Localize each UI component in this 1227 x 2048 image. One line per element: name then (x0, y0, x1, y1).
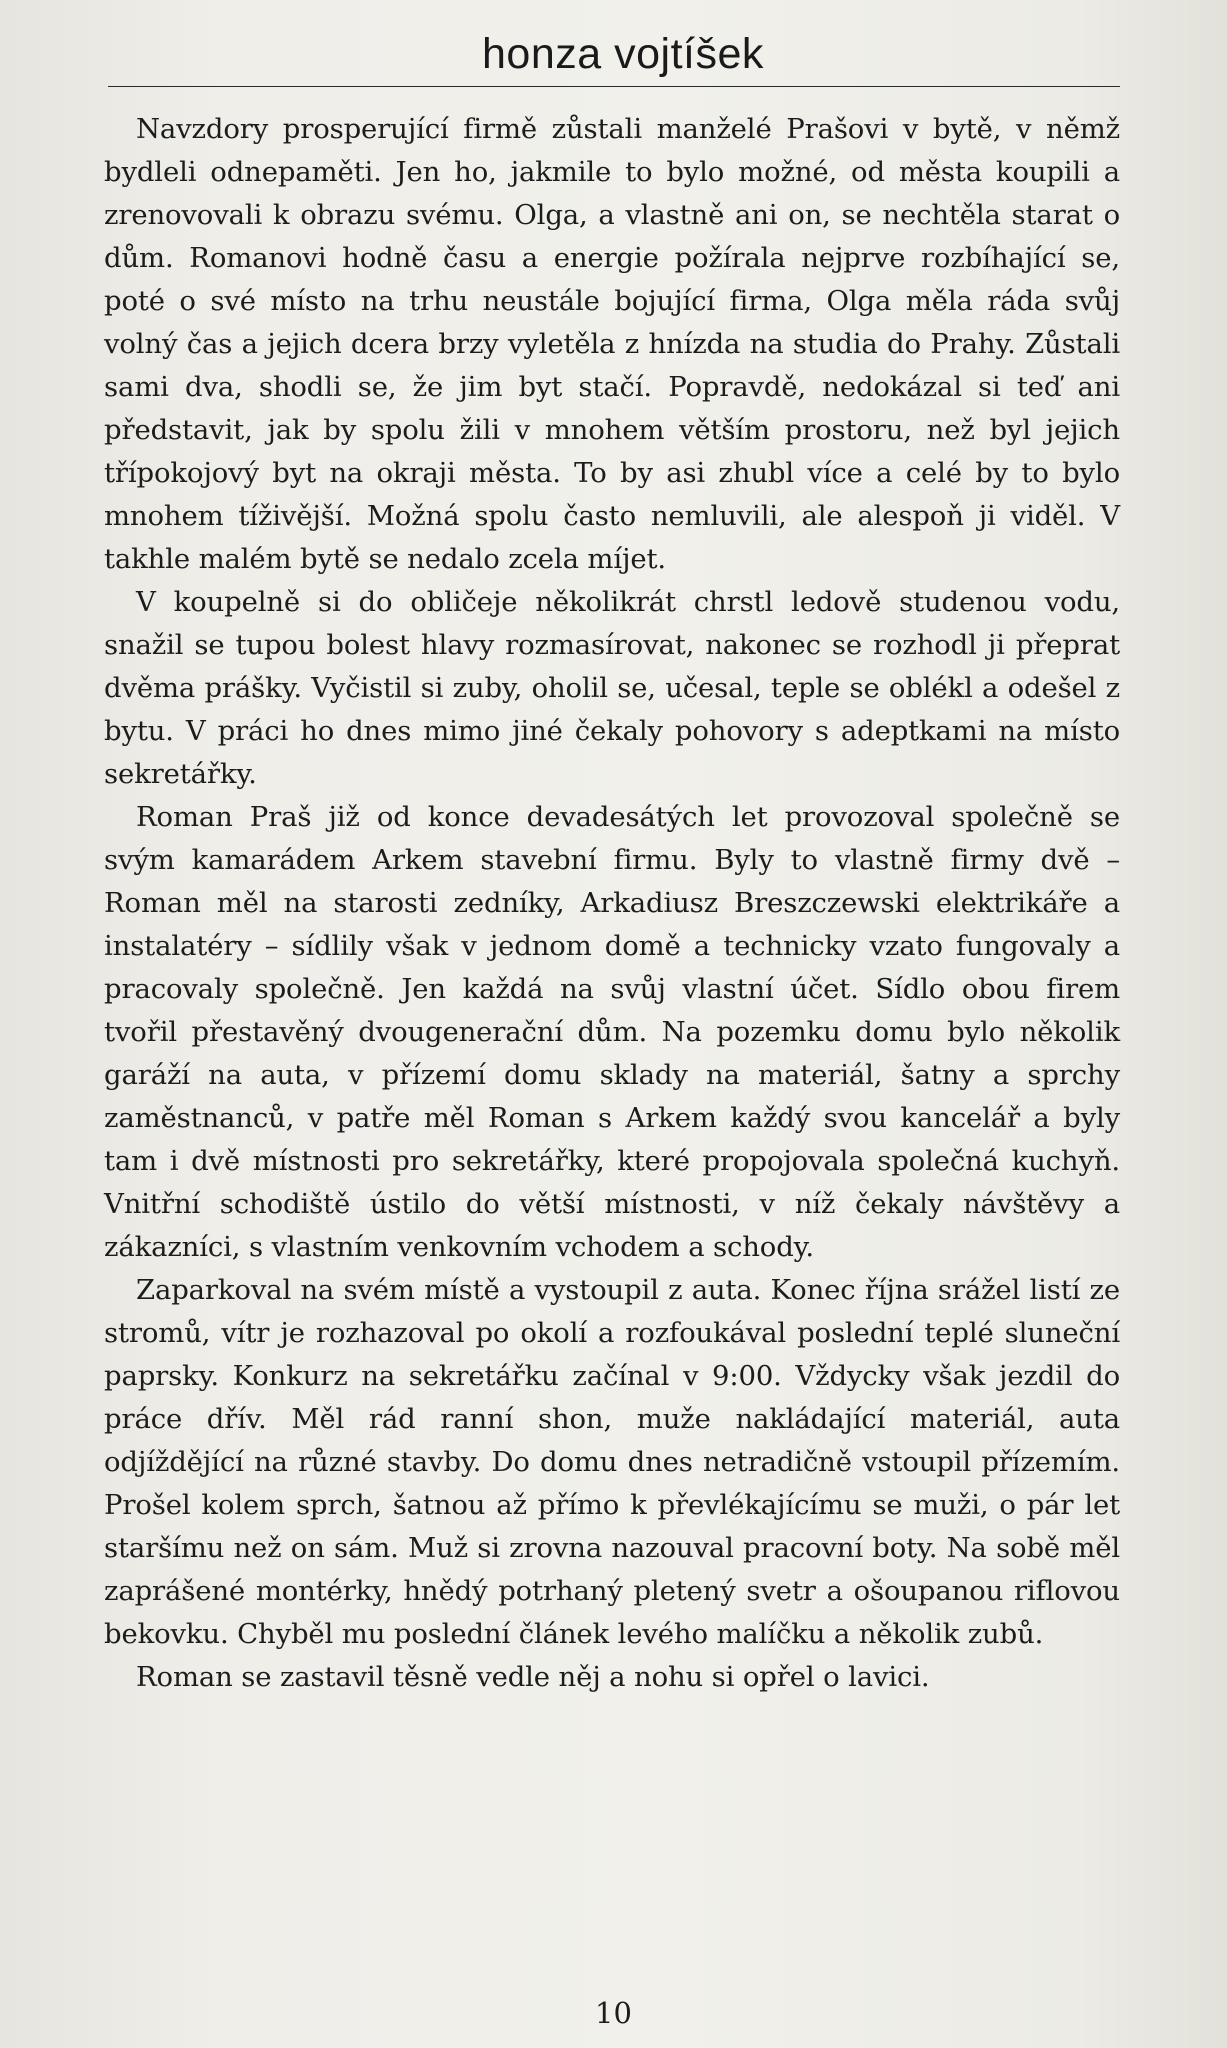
body-text (104, 108, 1120, 1699)
paragraph-4: Zaparkoval na svém místě a vystoupil z auta. Konec října srážel listí ze stromů, vítr je rozhazoval po okolí a rozfoukával poslední teplé sluneční paprsky. Konkurz na sekretářku začínal v 9:00. Vždycky však jezdil do práce dřív. Měl rád ranní shon, muže nakládající materiál, auta odjíždějící na různé stavby. Do domu dnes netradičně vstoupil přízemím. Prošel kolem sprch, šatnou až přímo k převlékajícímu se muži, o pár let staršímu než on sám. Muž si zrovna nazouval pracovní boty. Na sobě měl zaprášené montérky, hnědý potrhaný pletený svetr a ošoupanou riflovou bekovku. Chyběl mu poslední článek levého malíčku a několik zubů. (104, 1274, 1120, 1650)
paragraph-1: Navzdory prosperující firmě zůstali manželé Prašovi v bytě, v němž bydleli odnepaměti. Jen ho, jakmile to bylo možné, od města koupili a zrenovovali k obrazu svému. Olga, a vlastně ani on, se nechtěla starat o dům. Romanovi hodně času a energie požírala nejprve rozbíhající se, poté o své místo na trhu neustále bojující firma, Olga měla ráda svůj volný čas a jejich dcera brzy vyletěla z hnízda na studia do Prahy. Zůstali sami dva, shodli se, že jim byt stačí. Popravdě, nedokázal si teď ani představit, jak by spolu žili v mnohem větším prostoru, než byl jejich třípokojový byt na okraji města. To by asi zhubl více a celé by to bylo mnohem tíživější. Možná spolu často nemluvili, ale alespoň ji viděl. V takhle malém bytě se nedalo zcela míjet. (104, 113, 1120, 575)
paragraph-2: V koupelně si do obličeje několikrát chrstl ledově studenou vodu, snažil se tupou bolest hlavy rozmasírovat, nakonec se rozhodl ji přeprat dvěma prášky. Vyčistil si zuby, oholil se, učesal, teple se oblékl a odešel z bytu. V práci ho dnes mimo jiné čekaly pohovory s adeptkami na místo sekretářky. (104, 586, 1120, 790)
paragraph-5: Roman se zastavil těsně vedle něj a nohu si opřel o lavici. (136, 1661, 930, 1693)
running-head-title: honza vojtíšek (482, 30, 764, 78)
page-number: 10 (595, 1996, 632, 2030)
header-rule (108, 86, 1120, 87)
paragraph-3: Roman Praš již od konce devadesátých let provozoval společně se svým kamarádem Arkem stavební firmu. Byly to vlastně firmy dvě – Roman měl na starosti zedníky, Arkadiusz Breszczewski elektrikáře a instalatéry – sídlily však v jednom domě a technicky vzato fungovaly a pracovaly společně. Jen každá na svůj vlastní účet. Sídlo obou firem tvořil přestavěný dvougenerační dům. Na pozemku domu bylo několik garáží na auta, v přízemí domu sklady na materiál, šatny a sprchy zaměstnanců, v patře měl Roman s Arkem každý svou kancelář a byly tam i dvě místnosti pro sekretářky, které propojovala společná kuchyň. Vnitřní schodiště ústilo do větší místnosti, v níž čekaly návštěvy a zákazníci, s vlastním venkovním vchodem a schody. (104, 801, 1120, 1263)
